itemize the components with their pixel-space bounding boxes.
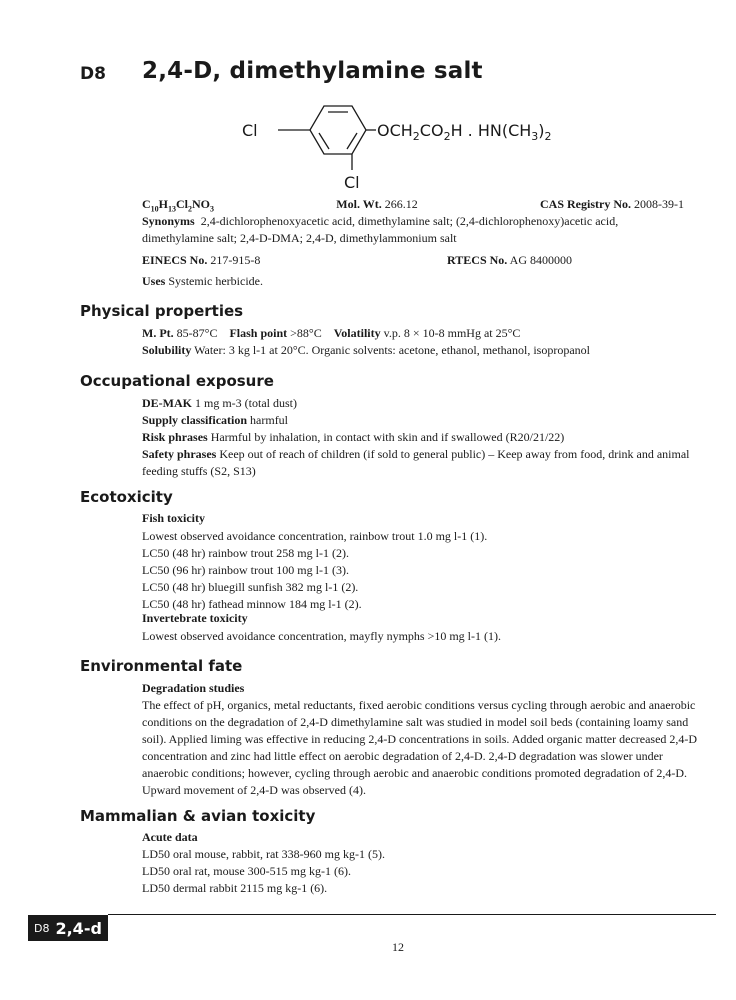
list-item: Lowest observed avoidance concentration, mayfly nymphs >10 mg l-1 (1). — [142, 629, 502, 643]
footer-tab-code: D8 — [34, 921, 50, 935]
list-item: LD50 dermal rabbit 2115 mg kg-1 (6). — [142, 881, 328, 895]
section-heading-environmental-fate: Environmental fate — [80, 657, 243, 675]
registry-numbers — [142, 252, 572, 269]
solubility-line: Solubility Water: 3 kg l-1 at 20°C. Organic solvents: acetone, ethanol, methanol, isopropanol — [142, 343, 591, 357]
invertebrate-toxicity-heading: Invertebrate toxicity — [142, 611, 248, 625]
footer-tab-label: 2,4-d — [55, 918, 102, 938]
footer-tab — [28, 915, 108, 941]
demak-line: DE-MAK 1 mg m-3 (total dust) — [142, 396, 297, 410]
safety-phrases: Safety phrases Keep out of reach of children (if sold to general public) – Keep away from food, drink and animal feeding stuffs (S2, S13) — [142, 447, 690, 478]
chlorine-bottom-label: Cl — [344, 173, 360, 192]
chlorine-left-label: Cl — [242, 121, 258, 140]
cas-registry: CAS Registry No. 2008-39-1 — [540, 197, 684, 211]
section-heading-mammalian: Mammalian & avian toxicity — [80, 807, 316, 825]
footer-rule — [108, 914, 716, 915]
section-heading-occupational: Occupational exposure — [80, 372, 274, 390]
rtecs-number: RTECS No. AG 8400000 — [447, 253, 572, 267]
side-chain-label: $OCH_2CO_2H$ . $HN(CH_3)_2$ — [377, 121, 552, 143]
chemical-structure — [236, 86, 566, 196]
degradation-studies-heading: Degradation studies — [142, 681, 245, 695]
list-item: LD50 oral rat, mouse 300-515 mg kg-1 (6). — [142, 864, 351, 878]
degradation-paragraph: The effect of pH, organics, metal reductants, fixed aerobic conditions versus cycling through aerobic and anaerobic conditions on the degradation of 2,4-D dimethylamine salt was studied in model soil beds (containing loamy sand soil). Applied liming was effective in reducing 2,4-D concentrations in soils. Added organic matter decreased 2,4-D concentration and zinc had little effect on aerobic degradation of 2,4-D. 2,4-D degradation was slower under anaerobic conditions; however, cycling through aerobic and anaerobic conditions promoted degradation of 2,4-D. Upward movement of 2,4-D was observed (4). — [142, 698, 698, 797]
benzene-ring — [310, 106, 366, 154]
list-item: LC50 (48 hr) fathead minnow 184 mg l-1 (2). — [142, 597, 362, 611]
physical-line: M. Pt. 85-87°C Flash point >88°C Volatility v.p. 8 × 10-8 mmHg at 25°C — [142, 326, 521, 340]
page-title: 2,4-D, dimethylamine salt — [142, 58, 483, 84]
acute-data-heading: Acute data — [142, 830, 198, 844]
fish-toxicity-heading: Fish toxicity — [142, 511, 205, 525]
fish-toxicity-list — [142, 528, 682, 613]
list-item: LC50 (48 hr) rainbow trout 258 mg l-1 (2). — [142, 546, 349, 560]
uses: Uses Systemic herbicide. — [142, 274, 263, 288]
acute-data-list — [142, 846, 682, 897]
list-item: LD50 oral mouse, rabbit, rat 338-960 mg kg-1 (5). — [142, 847, 385, 861]
identifier-row — [142, 196, 684, 213]
synonyms: Synonyms 2,4-dichlorophenoxyacetic acid, dimethylamine salt; (2,4-dichlorophenoxy)acetic acid, dimethylamine salt; 2,4-D-DMA; 2,4-D, dimethylammonium salt — [142, 214, 619, 245]
risk-phrases: Risk phrases Harmful by inhalation, in contact with skin and if swallowed (R20/21/22) — [142, 430, 565, 444]
page-number: 12 — [392, 940, 404, 954]
list-item: LC50 (96 hr) rainbow trout 100 mg l-1 (3). — [142, 563, 349, 577]
entry-code: D8 — [80, 64, 106, 84]
molecular-weight: Mol. Wt. 266.12 — [336, 197, 418, 211]
section-heading-ecotoxicity: Ecotoxicity — [80, 488, 173, 506]
list-item: Lowest observed avoidance concentration, rainbow trout 1.0 mg l-1 (1). — [142, 529, 488, 543]
molecular-formula: $C_{10}H_{13}Cl_2NO_3$ — [142, 197, 215, 214]
invertebrate-toxicity-list — [142, 628, 682, 645]
einecs-number: EINECS No. 217-915-8 — [142, 253, 261, 267]
list-item: LC50 (48 hr) bluegill sunfish 382 mg l-1 (2). — [142, 580, 359, 594]
section-heading-physical: Physical properties — [80, 302, 244, 320]
supply-classification: Supply classification harmful — [142, 413, 289, 427]
